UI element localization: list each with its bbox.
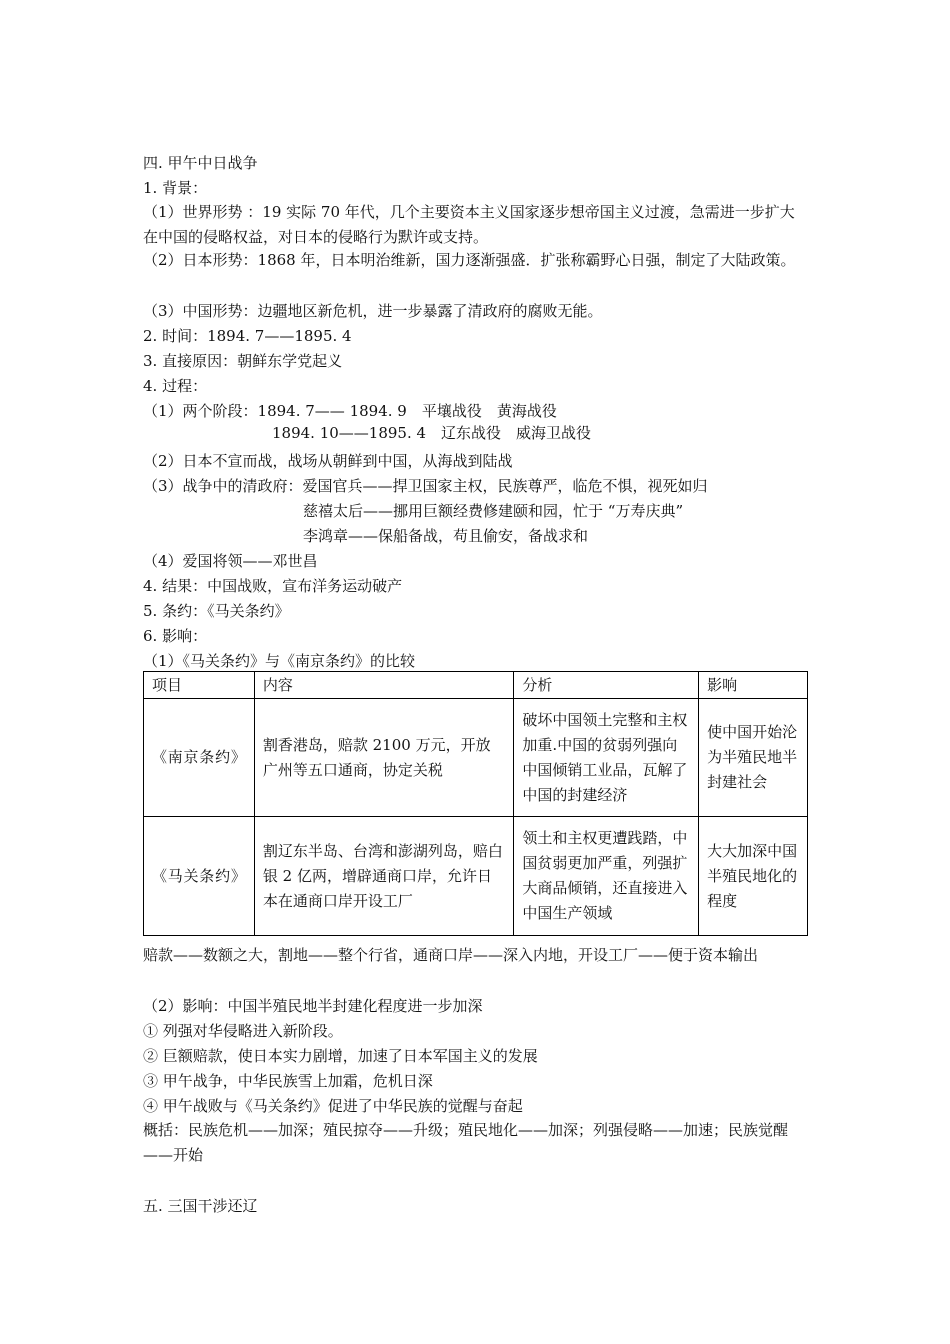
war-result: 4. 结果：中国战败，宣布洋务运动破产 [143,577,403,595]
background-china: （3）中国形势：边疆地区新危机，进一步暴露了清政府的腐败无能。 [143,302,603,320]
stage-one: （1）两个阶段：1894. 7—— 1894. 9 平壤战役 黄海战役 [143,402,557,420]
war-treaty: 5. 条约：《马关条约》 [143,602,290,620]
header-analysis: 分析 [514,672,699,699]
impact-item-1: ① 列强对华侵略进入新阶段。 [143,1022,343,1040]
qing-officers: （3）战争中的清政府：爱国官兵——捍卫国家主权，民族尊严，临危不惧，视死如归 [143,477,708,495]
background-heading: 1. 背景： [143,179,208,197]
background-japan: （2）日本形势：1868 年，日本明治维新，国力逐渐强盛．扩张称霸野心日强，制定了大陆政策。 [143,251,796,269]
row-analysis: 领土和主权更遭践踏，中国贫弱更加严重，列强扩大商品倾销，还直接进入中国生产领域 [514,817,699,936]
impact-item-3: ③ 甲午战争，中华民族雪上加霜，危机日深 [143,1072,433,1090]
patriotic-general: （4）爱国将领——邓世昌 [143,552,318,570]
impact-heading: 6. 影响： [143,627,208,645]
treaty-comparison-table [143,671,808,936]
row-analysis: 破坏中国领土完整和主权加重.中国的贫弱列强向中国倾销工业品，瓦解了中国的封建经济 [514,699,699,817]
war-time: 2. 时间：1894. 7——1895. 4 [143,327,352,345]
process-japan: （2）日本不宣而战，战场从朝鲜到中国，从海战到陆战 [143,452,513,470]
treaty-note: 赔款——数额之大，割地——整个行省，通商口岸——深入内地，开设工厂——便于资本输出 [143,946,759,964]
table-row [144,699,808,817]
header-item: 项目 [144,672,255,699]
table-header-row [144,672,808,699]
header-impact: 影响 [699,672,808,699]
overall-summary: 概括：民族危机——加深；殖民掠夺——升级；殖民地化——加深；列强侵略——加速；民族觉醒——开始 [143,1121,789,1164]
process-heading: 4. 过程： [143,377,208,395]
row-content: 割辽东半岛、台湾和澎湖列岛，赔白银 2 亿两，增辟通商口岸，允许日本在通商口岸开设工厂 [254,817,514,936]
row-content: 割香港岛，赔款 2100 万元，开放广州等五口通商，协定关税 [254,699,514,817]
impact-item-2: ② 巨额赔款，使日本实力剧增，加速了日本军国主义的发展 [143,1047,538,1065]
table-row [144,817,808,936]
row-item: 《马关条约》 [144,817,255,936]
impact-summary: （2）影响：中国半殖民地半封建化程度进一步加深 [143,997,483,1015]
row-impact: 大大加深中国半殖民地化的程度 [699,817,808,936]
background-world: （1）世界形势 ：19 实际 70 年代，几个主要资本主义国家逐步想帝国主义过渡，急需进一步扩大在中国的侵略权益，对日本的侵略行为默许或支持。 [143,203,795,246]
row-item: 《南京条约》 [144,699,255,817]
row-impact: 使中国开始沦为半殖民地半封建社会 [699,699,808,817]
comparison-title: （1）《马关条约》与《南京条约》的比较 [143,652,416,670]
direct-cause: 3. 直接原因：朝鲜东学党起义 [143,352,343,370]
header-content: 内容 [254,672,514,699]
section5-title: 五. 三国干涉还辽 [143,1197,258,1215]
qing-lihongzhang: 李鸿章——保船备战，苟且偷安，备战求和 [303,527,589,545]
qing-cixi: 慈禧太后——挪用巨额经费修建颐和园，忙于 “万寿庆典” [303,502,684,520]
stage-two: 1894. 10——1895. 4 辽东战役 威海卫战役 [272,424,592,442]
impact-item-4: ④ 甲午战败与《马关条约》促进了中华民族的觉醒与奋起 [143,1097,523,1115]
section4-title: 四. 甲午中日战争 [143,154,258,172]
